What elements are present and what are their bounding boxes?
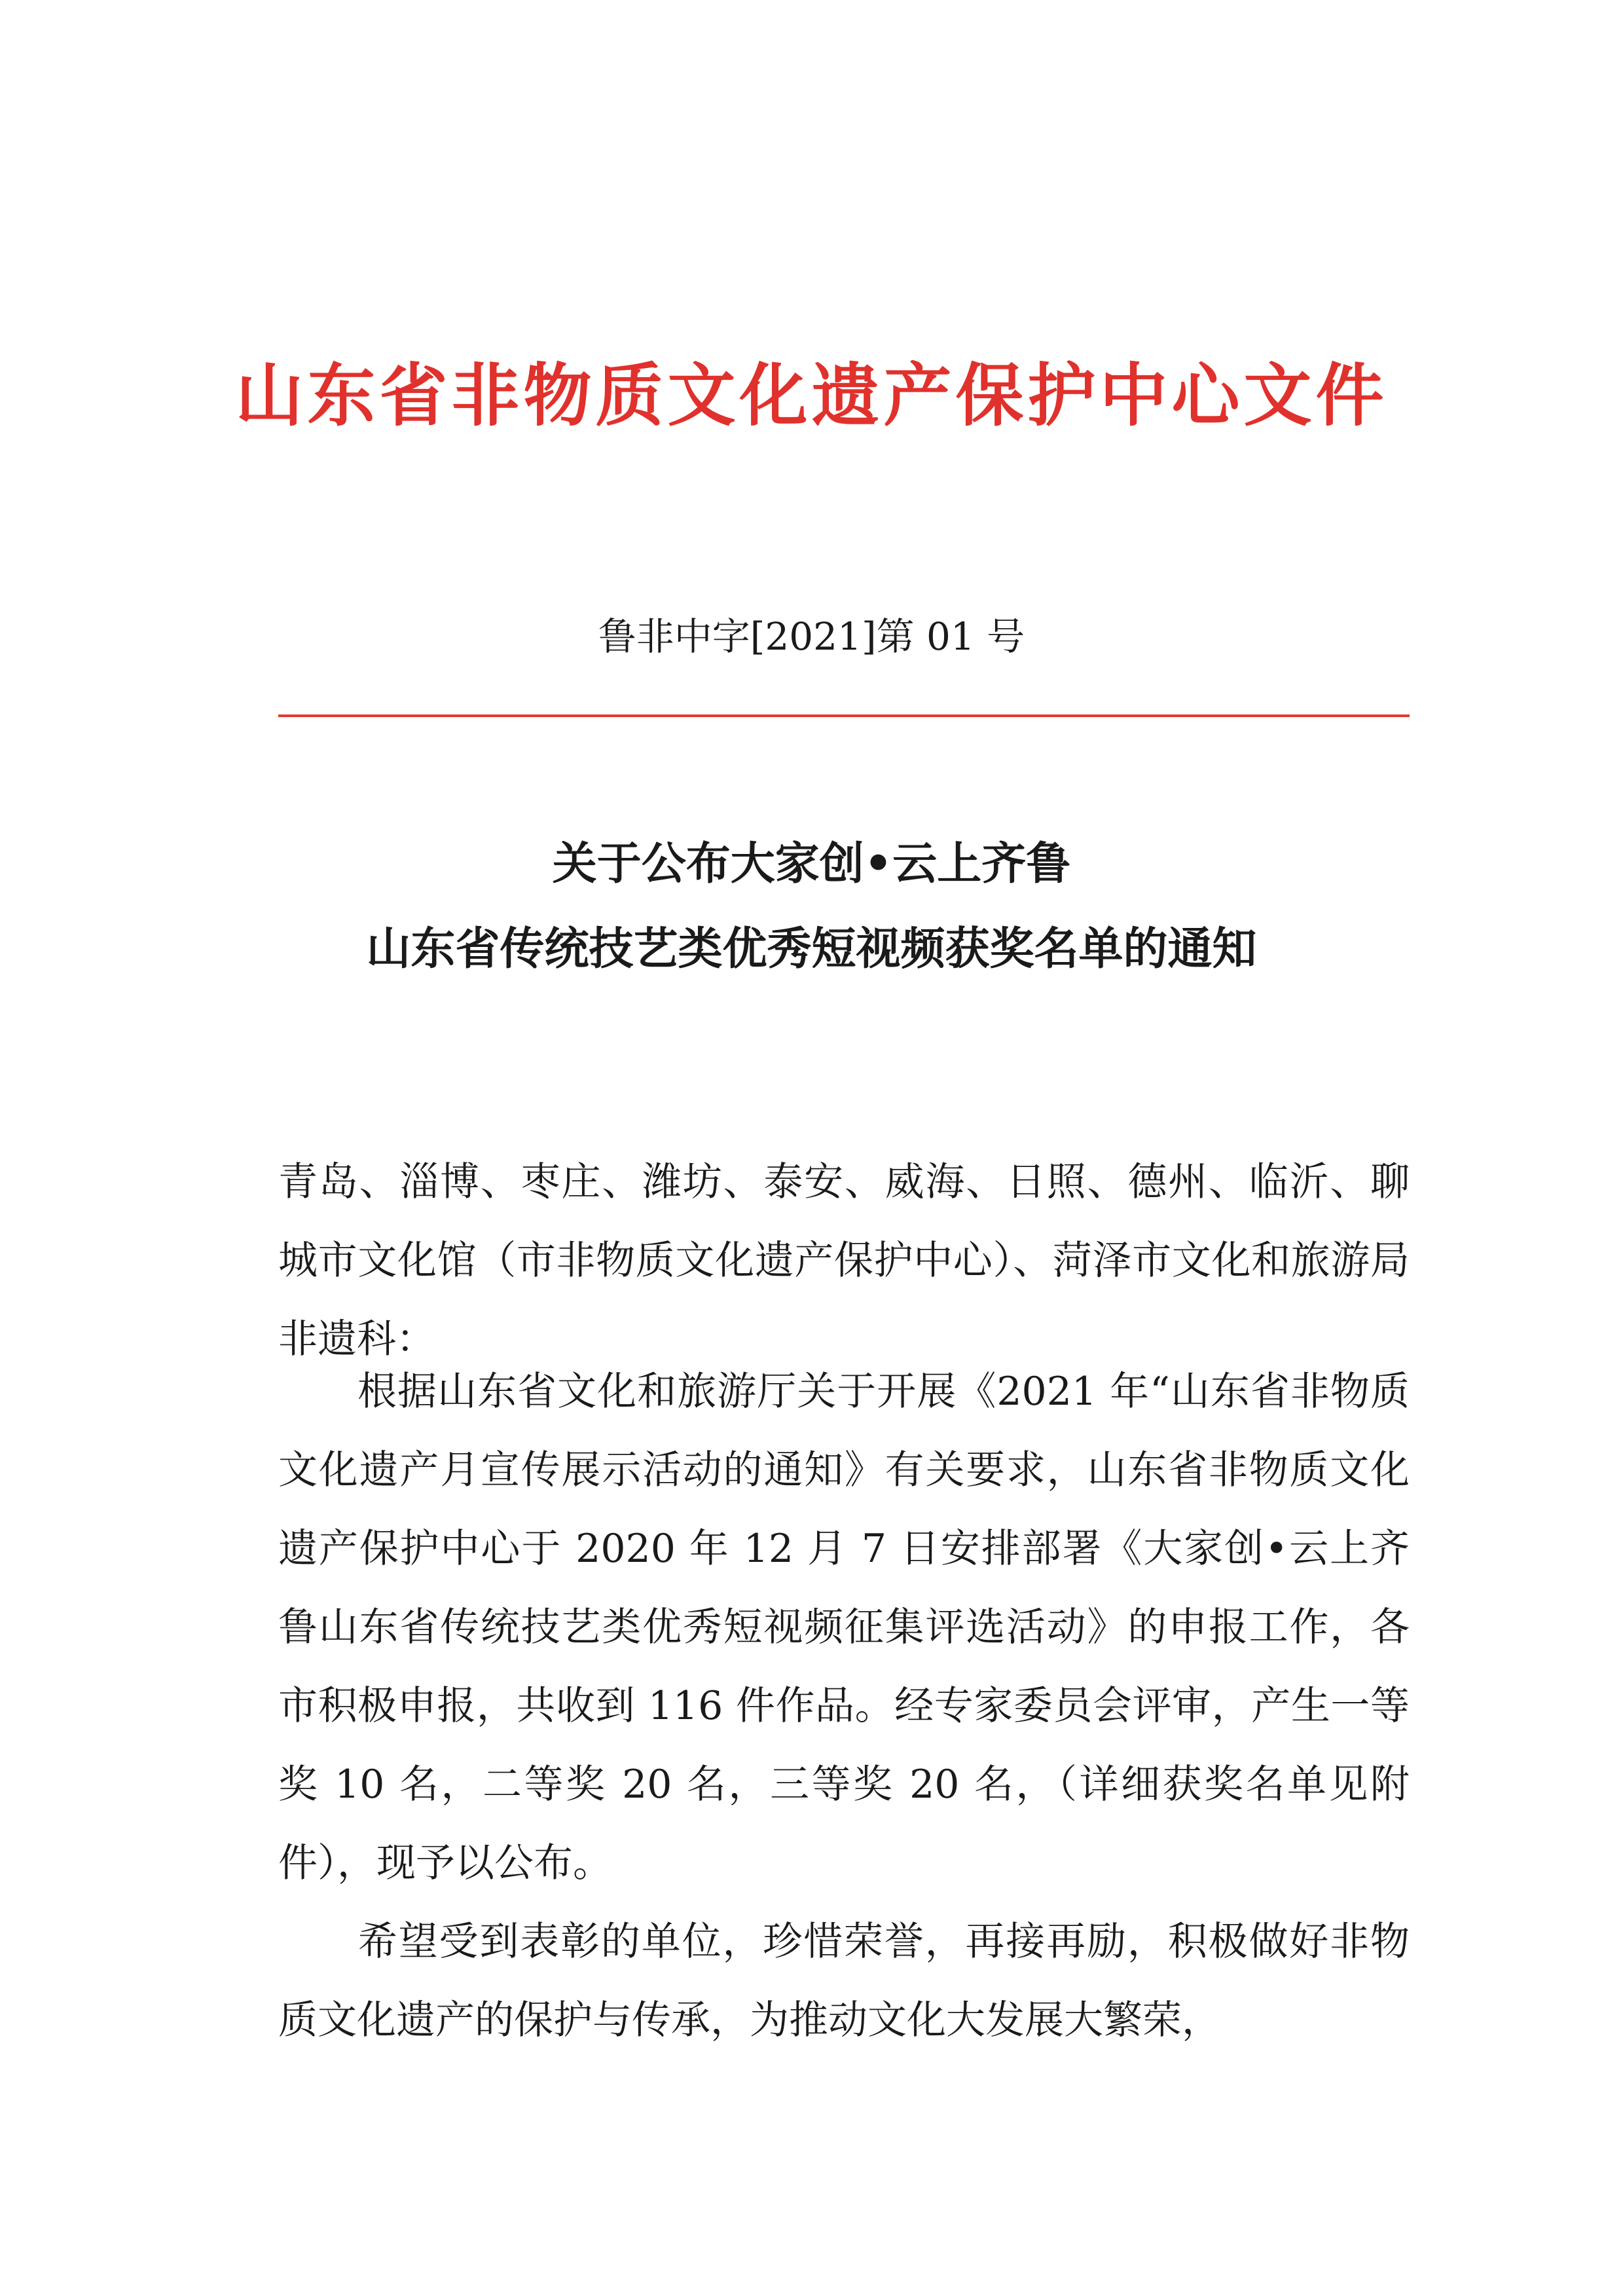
notice-title-line-2: 山东省传统技艺类优秀短视频获奖名单的通知	[366, 923, 1257, 975]
addressee: 青岛、淄博、枣庄、潍坊、泰安、威海、日照、德州、临沂、聊城市文化馆（市非物质文化遗产保护中心）、菏泽市文化和旅游局非遗科：	[278, 1159, 1410, 1362]
body-paragraph-1	[278, 1352, 1410, 1902]
body-paragraph-2	[278, 1902, 1410, 2060]
notice-title-line-1: 关于公布大家创•云上齐鲁	[552, 838, 1071, 890]
document-number: 鲁非中字[2021]第 01 号	[598, 614, 1025, 659]
body-paragraph-2-text: 希望受到表彰的单位，珍惜荣誉，再接再励，积极做好非物质文化遗产的保护与传承，为推动文化大发展大繁荣，	[278, 1919, 1410, 2043]
document-header: 山东省非物质文化遗产保护中心文件	[235, 355, 1388, 435]
header-divider	[278, 714, 1410, 717]
body-paragraph-1-text: 根据山东省文化和旅游厅关于开展《2021 年“山东省非物质文化遗产月宣传展示活动的通知》有关要求，山东省非物质文化遗产保护中心于 2020 年 12 月 7 日安排部署《大家创•云上齐鲁山东省传统技艺类优秀短视频征集评选活动》的申报工作，各市积极申报，共收到 116 件作品。经专家委员会评审，产生一等奖 10 名，二等奖 20 名，三等奖 20 名，（详细获奖名单见附件），现予以公布。	[278, 1369, 1410, 1886]
